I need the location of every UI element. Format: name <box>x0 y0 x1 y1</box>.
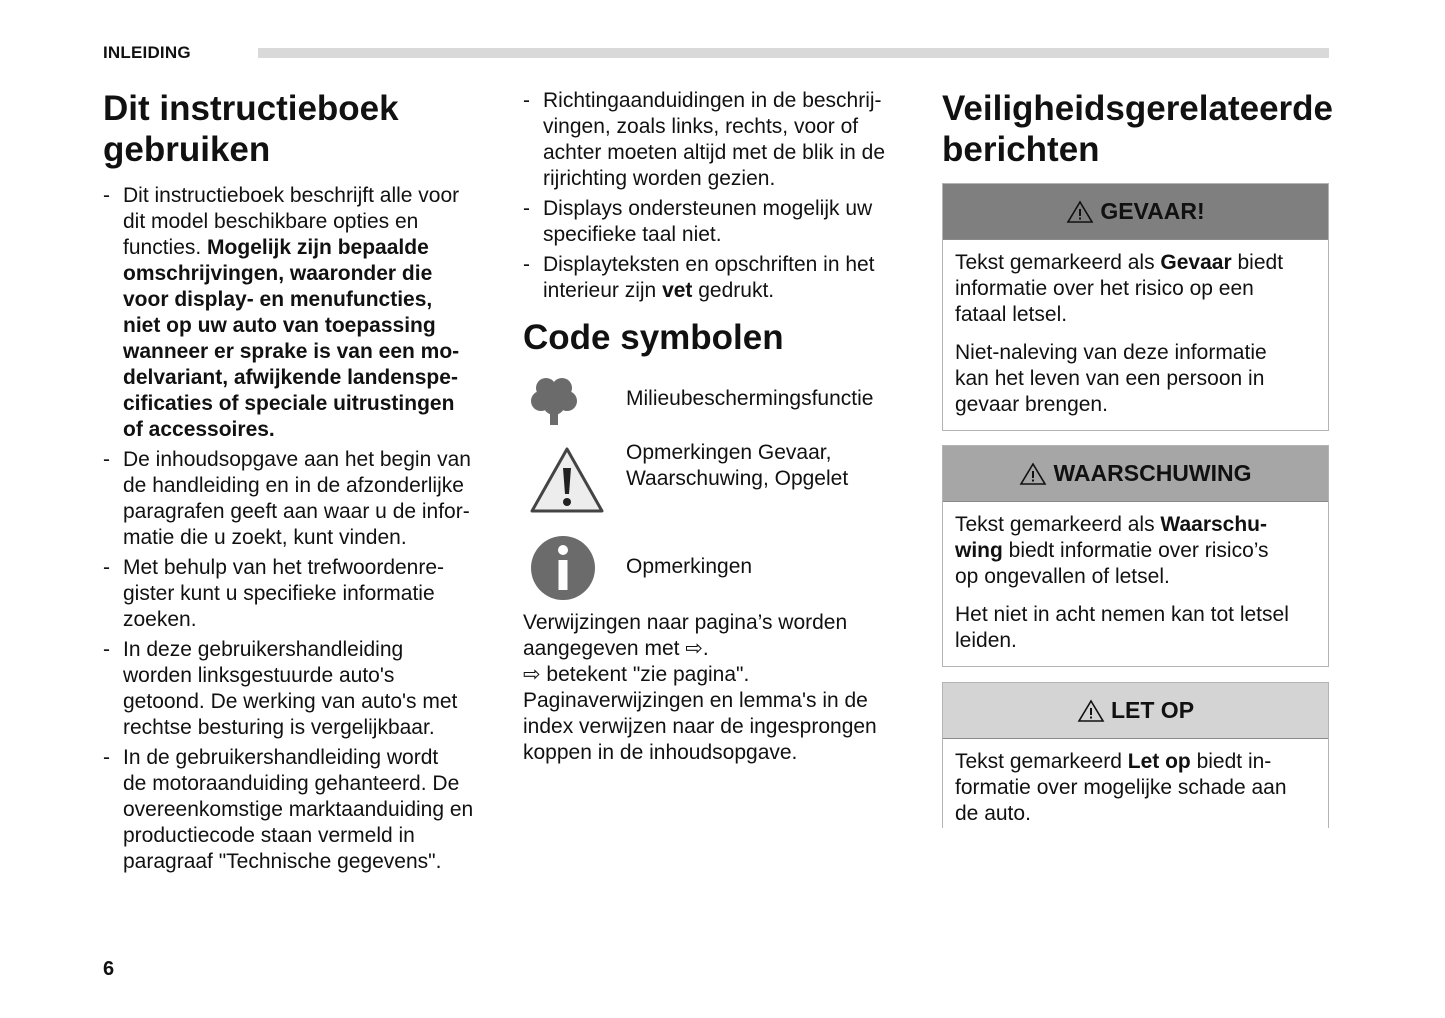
list-line: de handleiding en in de afzonderlijke <box>123 474 464 497</box>
text-run: biedt in- <box>1190 750 1272 773</box>
bold-text: Mogelijk zijn bepaalde <box>207 236 429 259</box>
danger-box <box>942 183 1329 431</box>
bold-text: wanneer er sprake is van een mo- <box>123 340 460 363</box>
paragraph <box>955 512 1316 590</box>
paragraph <box>955 749 1316 827</box>
list-line: In de gebruikershandleiding wordt <box>123 746 439 769</box>
list-item <box>103 745 503 875</box>
list-line: productiecode staan vermeld in <box>123 824 415 847</box>
page-number: 6 <box>103 958 115 980</box>
list-line: worden linksgestuurde auto's <box>123 664 395 687</box>
heading-line: Veiligheidsgerelateerde <box>942 89 1334 128</box>
tree-icon <box>531 376 577 431</box>
list-line: paragraaf "Technische gegevens". <box>123 850 442 873</box>
warning-box-body <box>943 502 1328 666</box>
list-line: getoond. De werking van auto's met <box>123 690 458 713</box>
warning-triangle-icon <box>1066 200 1094 224</box>
caution-box <box>942 682 1329 828</box>
paragraph <box>955 602 1316 654</box>
text-line: leiden. <box>955 629 1017 652</box>
heading-code-symbols: Code symbolen <box>523 318 784 357</box>
notes-list <box>523 88 913 308</box>
warning-box <box>942 445 1329 667</box>
list-line: Dit instructieboek beschrijft alle voor <box>123 184 460 207</box>
heading-safety-messages <box>942 88 1342 170</box>
paragraph <box>955 250 1316 328</box>
danger-box-header <box>943 184 1328 240</box>
text-line: kan het leven van een persoon in <box>955 367 1265 390</box>
list-dash: - <box>523 89 530 112</box>
list-line: specifieke taal niet. <box>543 223 722 246</box>
list-dash: - <box>103 448 110 471</box>
caution-box-body <box>943 739 1328 828</box>
list-dash: - <box>103 556 110 579</box>
text-line: Paginaverwijzingen en lemma's in de <box>523 689 868 712</box>
list-item <box>103 183 503 443</box>
list-line: vingen, zoals links, rechts, voor of <box>543 115 859 138</box>
bold-text: niet op uw auto van toepassing <box>123 314 436 337</box>
text-line: index verwijzen naar de ingesprongen <box>523 715 877 738</box>
list-line: interieur zijn <box>543 279 663 302</box>
list-line: Richtingaanduidingen in de beschrij- <box>543 89 882 112</box>
warning-triangle-icon <box>1019 462 1047 486</box>
bold-text: Gevaar <box>1160 251 1232 274</box>
text-line: Verwijzingen naar pagina’s worden <box>523 611 848 634</box>
warning-triangle-icon <box>1077 699 1105 723</box>
list-item <box>103 555 503 633</box>
warning-box-title: WAARSCHUWING <box>1053 460 1252 486</box>
list-line: rechtse besturing is vergelijkbaar. <box>123 716 435 739</box>
symbol-label-notes: Opmerkingen <box>626 555 753 578</box>
bold-text: Let op <box>1127 750 1191 773</box>
header-rule <box>258 48 1329 58</box>
warning-box-header <box>943 446 1328 502</box>
list-line: gister kunt u specifieke informatie <box>123 582 435 605</box>
bold-text: vet <box>662 279 693 302</box>
text-line: de auto. <box>955 802 1031 825</box>
text-line: op ongevallen of letsel. <box>955 565 1170 588</box>
paragraph <box>955 340 1316 418</box>
heading-line: Dit instructieboek <box>103 89 399 128</box>
danger-box-title: GEVAAR! <box>1100 198 1205 224</box>
text-line: fataal letsel. <box>955 303 1068 326</box>
info-icon <box>530 535 596 606</box>
list-line: functies. <box>123 236 208 259</box>
page-reference-info <box>523 610 913 766</box>
text-line: Niet-naleving van deze informatie <box>955 341 1267 364</box>
danger-box-body <box>943 240 1328 430</box>
heading-line: gebruiken <box>103 130 271 169</box>
list-dash: - <box>523 253 530 276</box>
list-line: De inhoudsopgave aan het begin van <box>123 448 471 471</box>
bold-text: cificaties of speciale uitrustingen <box>123 392 455 415</box>
list-dash: - <box>103 184 110 207</box>
list-line: matie die u zoekt, kunt vinden. <box>123 526 407 549</box>
bold-text: voor display- en menufuncties, <box>123 288 433 311</box>
text-line: koppen in de inhoudsopgave. <box>523 741 798 764</box>
symbol-label-environment: Milieubeschermingsfunctie <box>626 387 874 410</box>
list-dash: - <box>103 638 110 661</box>
list-line: paragrafen geeft aan waar u de infor- <box>123 500 470 523</box>
list-line: zoeken. <box>123 608 197 631</box>
list-item <box>523 252 913 304</box>
bold-text: wing <box>955 539 1003 562</box>
bold-text: Waarschu- <box>1160 513 1268 536</box>
bold-text: of accessoires. <box>123 418 275 441</box>
list-line: Met behulp van het trefwoordenre- <box>123 556 445 579</box>
text-line: gevaar brengen. <box>955 393 1108 416</box>
text-run: Tekst gemarkeerd als <box>955 513 1161 536</box>
caution-box-header <box>943 683 1328 739</box>
list-line: Displayteksten en opschriften in het <box>543 253 875 276</box>
text-line: Het niet in acht nemen kan tot letsel <box>955 603 1289 626</box>
text-line: formatie over mogelijke schade aan <box>955 776 1287 799</box>
list-dash: - <box>103 746 110 769</box>
text-run: Tekst gemarkeerd <box>955 750 1128 773</box>
list-line: gedrukt. <box>692 279 775 302</box>
list-item <box>103 637 503 741</box>
list-line: achter moeten altijd met de blik in de <box>543 141 886 164</box>
heading-using-manual <box>103 88 503 170</box>
list-line: rijrichting worden gezien. <box>543 167 776 190</box>
text-line: informatie over het risico op een <box>955 277 1254 300</box>
symbol-label-line: Opmerkingen Gevaar, <box>626 441 832 464</box>
list-dash: - <box>523 197 530 220</box>
intro-list <box>103 183 503 879</box>
bold-text: delvariant, afwijkende landenspe- <box>123 366 458 389</box>
list-line: dit model beschikbare opties en <box>123 210 419 233</box>
list-line: overeenkomstige marktaanduiding en <box>123 798 474 821</box>
list-line: de motoraanduiding gehanteerd. De <box>123 772 460 795</box>
heading-line: berichten <box>942 130 1100 169</box>
text-run: biedt informatie over risico’s <box>1002 539 1269 562</box>
text-line: aangegeven met ⇨. <box>523 637 709 660</box>
list-item <box>103 447 503 551</box>
section-label: INLEIDING <box>103 43 191 62</box>
text-run: biedt <box>1231 251 1284 274</box>
list-line: Displays ondersteunen mogelijk uw <box>543 197 873 220</box>
symbol-label-line: Waarschuwing, Opgelet <box>626 467 849 490</box>
text-run: Tekst gemarkeerd als <box>955 251 1161 274</box>
symbol-label-warnings <box>626 440 848 492</box>
bold-text: omschrijvingen, waaronder die <box>123 262 433 285</box>
caution-box-title: LET OP <box>1110 697 1195 723</box>
list-line: In deze gebruikershandleiding <box>123 638 404 661</box>
warning-triangle-icon <box>529 446 605 519</box>
text-line: ⇨ betekent "zie pagina". <box>523 663 750 686</box>
list-item <box>523 88 913 192</box>
list-item <box>523 196 913 248</box>
